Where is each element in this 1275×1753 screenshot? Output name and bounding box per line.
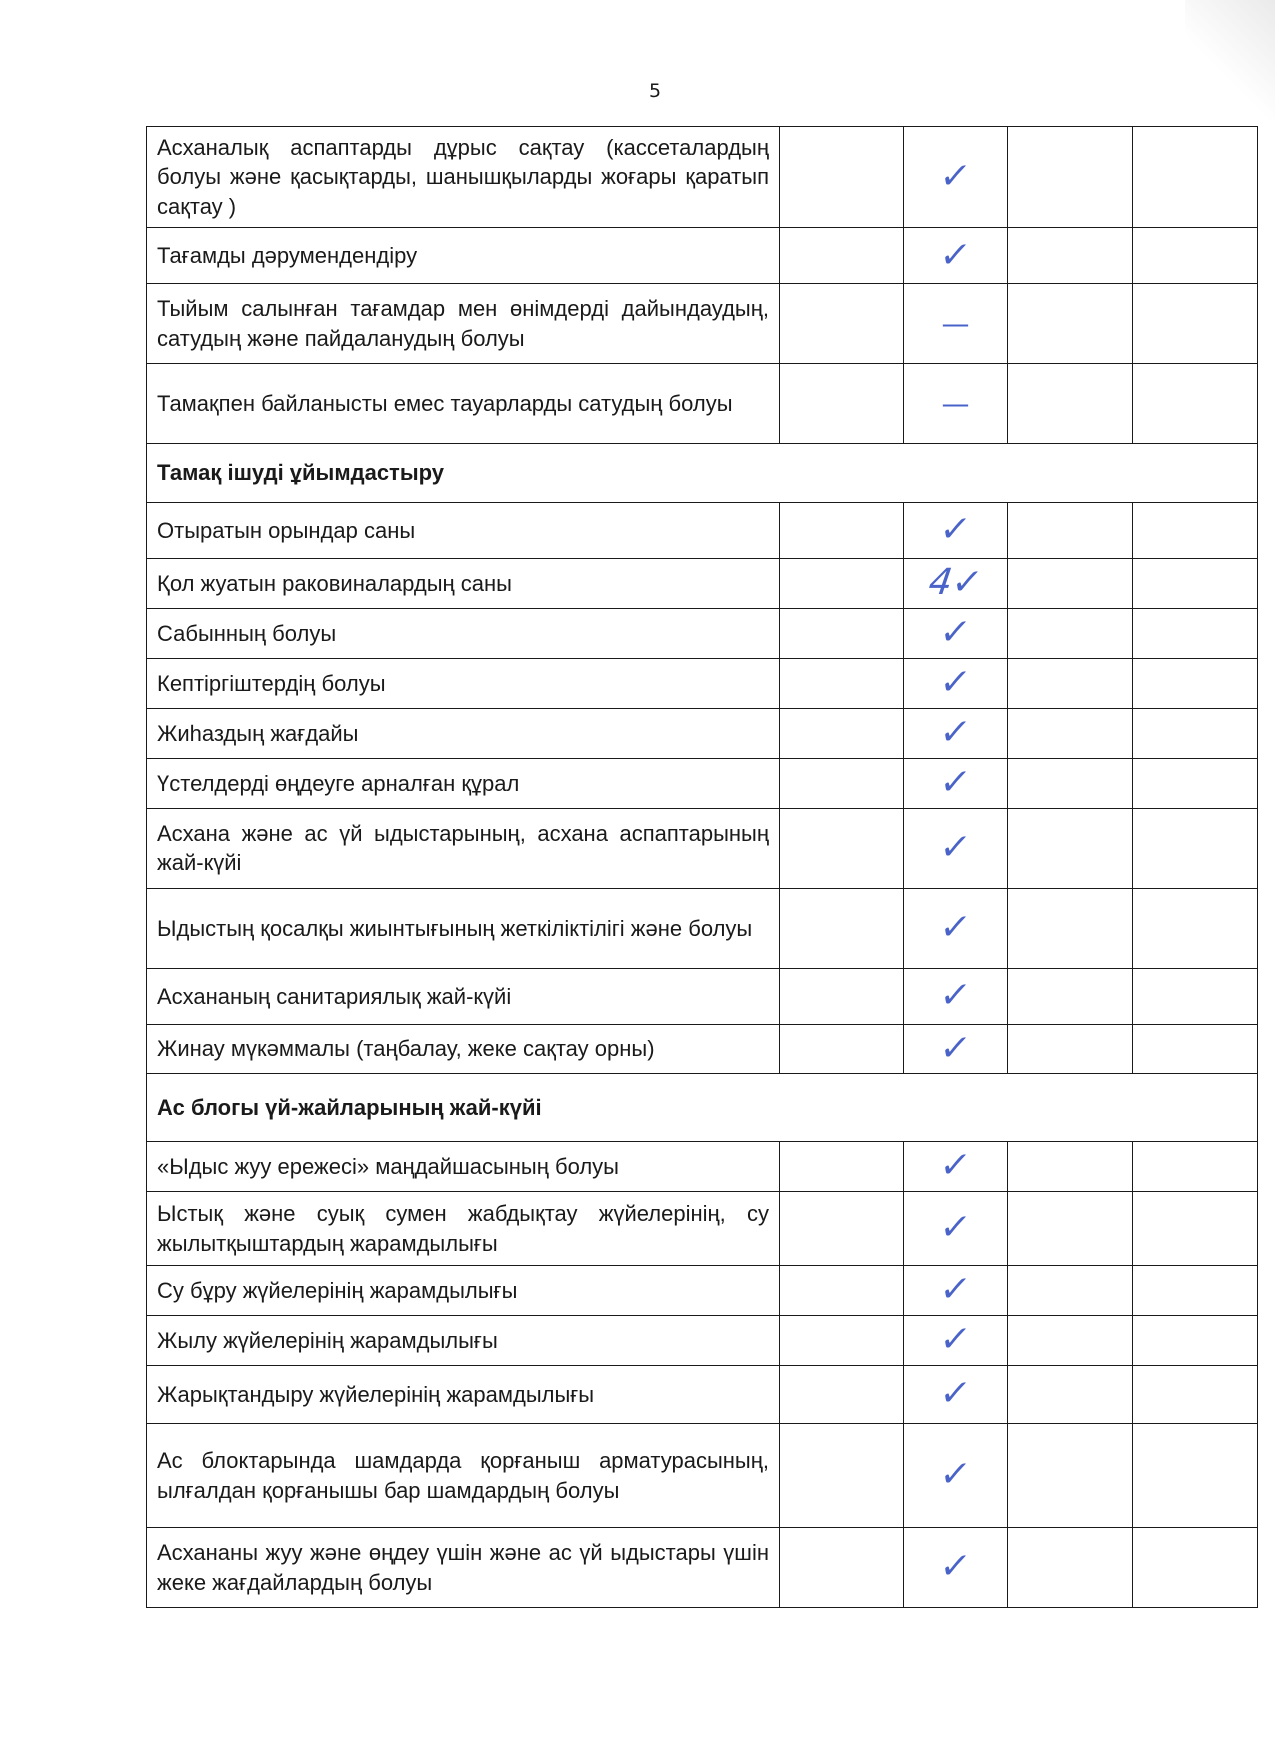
empty-cell <box>780 1316 904 1366</box>
checkmark-icon: ✓ <box>937 975 974 1017</box>
table-row <box>147 1266 1258 1316</box>
criterion-text: Асхана және ас үй ыдыстарының, асхана аспаптарының жай-күйі <box>147 808 780 888</box>
checkmark-icon: ✓ <box>937 156 974 198</box>
checkmark-icon: ✓ <box>937 612 974 654</box>
empty-cell <box>1133 1528 1258 1608</box>
empty-cell <box>1133 127 1258 228</box>
mark-cell <box>904 364 1008 444</box>
empty-cell <box>1133 608 1258 658</box>
checkmark-icon: ✓ <box>937 1207 974 1249</box>
criterion-text: Сабынның болуы <box>147 608 780 658</box>
criterion-text: Ыдыстың қосалқы жиынтығының жеткіліктілігі және болуы <box>147 888 780 968</box>
criterion-text: Үстелдерді өңдеуге арналған құрал <box>147 758 780 808</box>
checkmark-icon: ✓ <box>937 1319 974 1361</box>
empty-cell <box>1133 284 1258 364</box>
empty-cell <box>780 364 904 444</box>
section-title: Ас блогы үй-жайларының жай-күйі <box>147 1074 1258 1142</box>
empty-cell <box>1008 502 1133 558</box>
empty-cell <box>780 1266 904 1316</box>
empty-cell <box>1133 1316 1258 1366</box>
checkmark-icon: ✓ <box>937 762 974 804</box>
empty-cell <box>780 1366 904 1424</box>
empty-cell <box>1008 888 1133 968</box>
empty-cell <box>780 558 904 608</box>
inspection-table <box>146 126 1258 1608</box>
mark-cell <box>904 1528 1008 1608</box>
empty-cell <box>1133 1366 1258 1424</box>
empty-cell <box>780 808 904 888</box>
checkmark-icon: ✓ <box>937 1145 974 1187</box>
table-row <box>147 284 1258 364</box>
empty-cell <box>780 284 904 364</box>
empty-cell <box>780 658 904 708</box>
table-row <box>147 658 1258 708</box>
empty-cell <box>1008 1266 1133 1316</box>
empty-cell <box>1008 1192 1133 1266</box>
empty-cell <box>1133 888 1258 968</box>
empty-cell <box>780 1024 904 1073</box>
empty-cell <box>1133 1192 1258 1266</box>
mark-cell <box>904 708 1008 758</box>
checkmark-icon: ✓ <box>937 662 974 704</box>
table-row <box>147 364 1258 444</box>
empty-cell <box>1008 1528 1133 1608</box>
criterion-text: Ыстық және суық сумен жабдықтау жүйелерінің, су жылытқыштардың жарамдылығы <box>147 1192 780 1266</box>
empty-cell <box>1133 808 1258 888</box>
empty-cell <box>780 1528 904 1608</box>
criterion-text: Асханалық аспаптарды дұрыс сақтау (кассеталардың болуы және қасықтарды, шанышқыларды жоғары қаратып сақтау ) <box>147 127 780 228</box>
criterion-text: Жарықтандыру жүйелерінің жарамдылығы <box>147 1366 780 1424</box>
mark-cell <box>904 758 1008 808</box>
table-row <box>147 127 1258 228</box>
empty-cell <box>1133 364 1258 444</box>
empty-cell <box>1008 708 1133 758</box>
empty-cell <box>780 708 904 758</box>
empty-cell <box>780 968 904 1024</box>
empty-cell <box>780 502 904 558</box>
empty-cell <box>780 888 904 968</box>
dash-mark: — <box>941 307 970 341</box>
table-row <box>147 1366 1258 1424</box>
empty-cell <box>1133 1266 1258 1316</box>
mark-cell <box>904 968 1008 1024</box>
criterion-text: Кептіргіштердің болуы <box>147 658 780 708</box>
table-row <box>147 1528 1258 1608</box>
mark-cell <box>904 1024 1008 1073</box>
page-fold-shadow <box>1185 0 1275 120</box>
empty-cell <box>1008 1366 1133 1424</box>
empty-cell <box>1008 284 1133 364</box>
mark-cell <box>904 1424 1008 1528</box>
empty-cell <box>1008 758 1133 808</box>
empty-cell <box>1008 1024 1133 1073</box>
empty-cell <box>1133 658 1258 708</box>
empty-cell <box>780 127 904 228</box>
empty-cell <box>1008 364 1133 444</box>
empty-cell <box>1133 502 1258 558</box>
criterion-text: Ас блоктарында шамдарда қорғаныш арматурасының, ылғалдан қорғанышы бар шамдардың болуы <box>147 1424 780 1528</box>
empty-cell <box>1008 808 1133 888</box>
empty-cell <box>1133 558 1258 608</box>
checkmark-icon: ✓ <box>937 509 974 551</box>
mark-cell <box>904 1366 1008 1424</box>
mark-cell <box>904 888 1008 968</box>
empty-cell <box>1008 658 1133 708</box>
table-row <box>147 1024 1258 1073</box>
empty-cell <box>1133 1024 1258 1073</box>
empty-cell <box>1133 228 1258 284</box>
empty-cell <box>1008 558 1133 608</box>
empty-cell <box>1133 968 1258 1024</box>
checkmark-icon: ✓ <box>937 1373 974 1415</box>
empty-cell <box>780 608 904 658</box>
mark-cell <box>904 558 1008 608</box>
empty-cell <box>1008 1424 1133 1528</box>
table-row <box>147 608 1258 658</box>
criterion-text: Тағамды дәрумендендіру <box>147 228 780 284</box>
empty-cell <box>780 228 904 284</box>
criterion-text: Тамақпен байланысты емес тауарларды сатудың болуы <box>147 364 780 444</box>
table-row <box>147 1424 1258 1528</box>
criterion-text: Тыйым салынған тағамдар мен өнімдерді дайындаудың, сатудың және пайдаланудың болуы <box>147 284 780 364</box>
criterion-text: Қол жуатын раковиналардың саны <box>147 558 780 608</box>
criterion-text: Отыратын орындар саны <box>147 502 780 558</box>
table-row <box>147 558 1258 608</box>
empty-cell <box>1008 127 1133 228</box>
mark-cell <box>904 228 1008 284</box>
mark-cell <box>904 1266 1008 1316</box>
checkmark-icon: ✓ <box>937 234 974 276</box>
criterion-text: Асхананы жуу және өңдеу үшін және ас үй ыдыстары үшін жеке жағдайлардың болуы <box>147 1528 780 1608</box>
checkmark-icon: ✓ <box>937 827 974 869</box>
checkmark-icon: ✓ <box>937 712 974 754</box>
empty-cell <box>1133 1142 1258 1192</box>
mark-cell <box>904 502 1008 558</box>
empty-cell <box>1008 1316 1133 1366</box>
criterion-text: Су бұру жүйелерінің жарамдылығы <box>147 1266 780 1316</box>
checkmark-icon: ✓ <box>937 1546 974 1588</box>
checkmark-icon: ✓ <box>937 1454 974 1496</box>
table-row <box>147 228 1258 284</box>
section-header-row <box>147 444 1258 502</box>
dash-mark: — <box>941 387 970 421</box>
criterion-text: Жинау мүкәммалы (таңбалау, жеке сақтау орны) <box>147 1024 780 1073</box>
table-row <box>147 1142 1258 1192</box>
empty-cell <box>780 1142 904 1192</box>
empty-cell <box>1008 608 1133 658</box>
mark-cell <box>904 127 1008 228</box>
empty-cell <box>780 1192 904 1266</box>
mark-cell <box>904 658 1008 708</box>
empty-cell <box>1133 758 1258 808</box>
mark-cell <box>904 1316 1008 1366</box>
table-row <box>147 758 1258 808</box>
checkmark-icon: 4✓ <box>926 562 985 604</box>
table-row <box>147 888 1258 968</box>
criterion-text: Жылу жүйелерінің жарамдылығы <box>147 1316 780 1366</box>
mark-cell <box>904 808 1008 888</box>
criterion-text: «Ыдыс жуу ережесі» маңдайшасының болуы <box>147 1142 780 1192</box>
table-row <box>147 502 1258 558</box>
section-title: Тамақ ішуді ұйымдастыру <box>147 444 1258 502</box>
mark-cell <box>904 608 1008 658</box>
mark-cell <box>904 1192 1008 1266</box>
empty-cell <box>1008 1142 1133 1192</box>
checkmark-icon: ✓ <box>937 1269 974 1311</box>
table-row <box>147 808 1258 888</box>
empty-cell <box>1133 1424 1258 1528</box>
mark-cell <box>904 284 1008 364</box>
page-number: 5 <box>648 80 662 102</box>
table-row <box>147 968 1258 1024</box>
table-row <box>147 708 1258 758</box>
empty-cell <box>1008 968 1133 1024</box>
empty-cell <box>1008 228 1133 284</box>
table-row <box>147 1316 1258 1366</box>
table-row <box>147 1192 1258 1266</box>
checkmark-icon: ✓ <box>937 1027 974 1069</box>
criterion-text: Асхананың санитариялық жай-күйі <box>147 968 780 1024</box>
empty-cell <box>780 1424 904 1528</box>
mark-cell <box>904 1142 1008 1192</box>
section-header-row <box>147 1074 1258 1142</box>
checkmark-icon: ✓ <box>937 907 974 949</box>
empty-cell <box>1133 708 1258 758</box>
criterion-text: Жиһаздың жағдайы <box>147 708 780 758</box>
empty-cell <box>780 758 904 808</box>
